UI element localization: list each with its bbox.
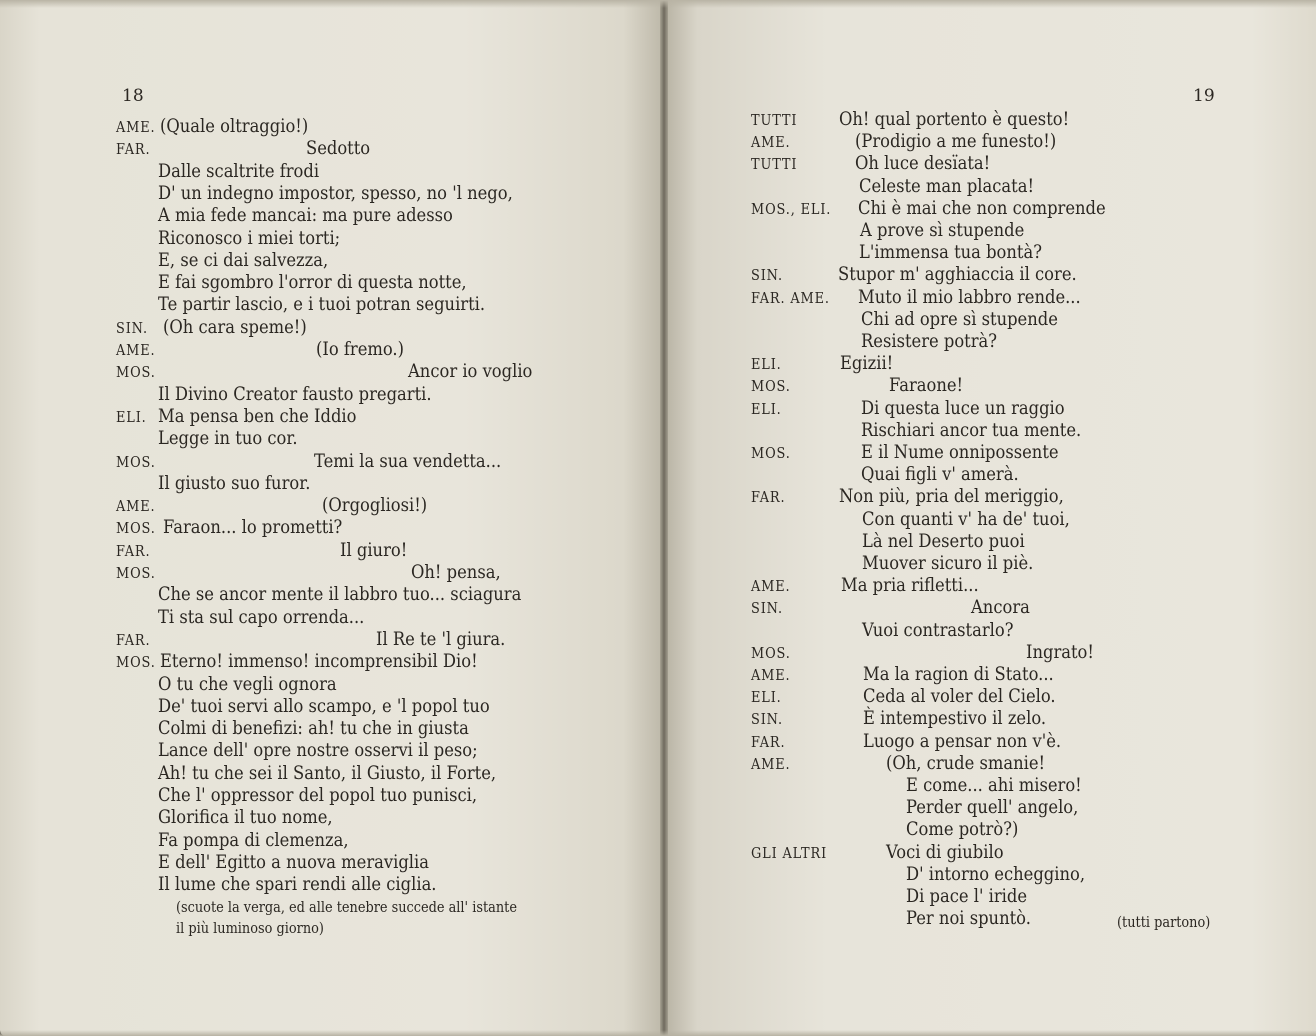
speaker-label: ELI. xyxy=(751,688,782,706)
verse-line: Riconosco i miei torti; xyxy=(158,227,341,249)
speaker-label: MOS. xyxy=(116,519,156,537)
verse-line: Oh! qual portento è questo! xyxy=(839,108,1070,130)
verse-line: Vuoi contrastarlo? xyxy=(862,619,1014,641)
speaker-label: MOS., ELI. xyxy=(751,200,832,218)
verse-line: Ancora xyxy=(971,596,1030,618)
speaker-label: SIN. xyxy=(751,710,783,728)
speaker-label: FAR. xyxy=(751,733,786,751)
verse-line: E fai sgombro l'orror di questa notte, xyxy=(158,271,467,293)
verse-line: Ah! tu che sei il Santo, il Giusto, il Forte, xyxy=(158,762,497,784)
verse-line: L'immensa tua bontà? xyxy=(859,241,1042,263)
verse-line: Lance dell' opre nostre osservi il peso; xyxy=(158,739,478,761)
verse-line: Resistere potrà? xyxy=(861,330,998,352)
speaker-label: MOS. xyxy=(116,564,156,582)
page-bottom-edge xyxy=(0,1030,1316,1036)
page-number-left: 18 xyxy=(122,86,144,106)
verse-line: A prove sì stupende xyxy=(860,219,1025,241)
verse-line: Voci di giubilo xyxy=(886,841,1004,863)
verse-line: Muto il mio labbro rende... xyxy=(858,286,1081,308)
verse-line: Luogo a pensar non v'è. xyxy=(863,730,1062,752)
verse-line: Chi è mai che non comprende xyxy=(858,197,1106,219)
speaker-label: MOS. xyxy=(116,653,156,671)
verse-line: E dell' Egitto a nuova meraviglia xyxy=(158,851,429,873)
verse-line: (Quale oltraggio!) xyxy=(160,115,309,137)
verse-line: Temi la sua vendetta... xyxy=(314,450,502,472)
speaker-label: AME. xyxy=(116,341,156,359)
speaker-label: ELI. xyxy=(751,400,782,418)
speaker-label: AME. xyxy=(751,133,791,151)
verse-line: Fa pompa di clemenza, xyxy=(158,829,349,851)
verse-line: Il giuro! xyxy=(340,539,408,561)
verse-line: Di pace l' iride xyxy=(906,885,1028,907)
verse-line: Sedotto xyxy=(306,137,371,159)
verse-line: (Io fremo.) xyxy=(316,338,405,360)
verse-line: Muover sicuro il piè. xyxy=(862,552,1034,574)
speaker-label: MOS. xyxy=(751,444,791,462)
speaker-label: GLI ALTRI xyxy=(751,844,828,862)
verse-line: Oh! pensa, xyxy=(411,561,501,583)
speaker-label: SIN. xyxy=(751,266,783,284)
right-page xyxy=(665,0,1316,1036)
speaker-label: MOS. xyxy=(116,363,156,381)
verse-line: Stupor m' agghiaccia il core. xyxy=(838,263,1077,285)
verse-line: D' intorno echeggino, xyxy=(906,863,1086,885)
verse-line: (Oh, crude smanie! xyxy=(886,752,1046,774)
verse-line: (Orgogliosi!) xyxy=(322,494,428,516)
speaker-label: FAR. xyxy=(116,631,151,649)
verse-line: Glorifica il tuo nome, xyxy=(158,806,333,828)
verse-line: Ma pria rifletti... xyxy=(841,574,979,596)
speaker-label: MOS. xyxy=(751,644,791,662)
verse-line: Per noi spuntò. xyxy=(906,907,1031,929)
verse-line: Come potrò?) xyxy=(906,818,1019,840)
verse-line: Ti sta sul capo orrenda... xyxy=(158,606,365,628)
verse-line: Ma pensa ben che Iddio xyxy=(158,405,357,427)
verse-line: Quai figli v' amerà. xyxy=(861,463,1019,485)
page-number-right: 19 xyxy=(1193,86,1215,106)
stage-direction: (tutti partono) xyxy=(1117,913,1211,931)
verse-line: Legge in tuo cor. xyxy=(158,427,298,449)
verse-line: A mia fede mancai: ma pure adesso xyxy=(158,204,453,226)
verse-line: È intempestivo il zelo. xyxy=(863,707,1047,729)
speaker-label: SIN. xyxy=(116,319,148,337)
verse-line: Il Re te 'l giura. xyxy=(376,628,506,650)
speaker-label: MOS. xyxy=(751,377,791,395)
verse-line: Chi ad opre sì stupende xyxy=(861,308,1058,330)
speaker-label: FAR. AME. xyxy=(751,289,830,307)
book-gutter xyxy=(660,0,668,1036)
speaker-label: SIN. xyxy=(751,599,783,617)
verse-line: O tu che vegli ognora xyxy=(158,673,337,695)
verse-line: Il lume che spari rendi alle ciglia. xyxy=(158,873,437,895)
verse-line: D' un indegno impostor, spesso, no 'l nego, xyxy=(158,182,513,204)
verse-line: Faraone! xyxy=(889,374,964,396)
verse-line: E, se ci dai salvezza, xyxy=(158,249,329,271)
verse-line: Ancor io voglio xyxy=(408,360,533,382)
speaker-label: FAR. xyxy=(116,542,151,560)
verse-line: Che se ancor mente il labbro tuo... sciagura xyxy=(158,583,522,605)
verse-line: Colmi di benefizi: ah! tu che in giusta xyxy=(158,717,469,739)
verse-line: Ingrato! xyxy=(1026,641,1094,663)
verse-line: Ma la ragion di Stato... xyxy=(863,663,1054,685)
speaker-label: FAR. xyxy=(116,140,151,158)
speaker-label: ELI. xyxy=(751,355,782,373)
speaker-label: MOS. xyxy=(116,453,156,471)
verse-line: Là nel Deserto puoi xyxy=(862,530,1025,552)
speaker-label: AME. xyxy=(751,755,791,773)
verse-line: Il Divino Creator fausto pregarti. xyxy=(158,383,432,405)
stage-direction: (scuote la verga, ed alle tenebre succede all' istante xyxy=(176,898,517,916)
verse-line: Ceda al voler del Cielo. xyxy=(863,685,1056,707)
page-top-edge xyxy=(0,0,1316,8)
verse-line: Non più, pria del meriggio, xyxy=(839,485,1064,507)
verse-line: (Prodigio a me funesto!) xyxy=(855,130,1057,152)
speaker-label: FAR. xyxy=(751,488,786,506)
speaker-label: AME. xyxy=(751,577,791,595)
speaker-label: AME. xyxy=(116,118,156,136)
speaker-label: ELI. xyxy=(116,408,147,426)
speaker-label: TUTTI xyxy=(751,155,798,173)
verse-line: Dalle scaltrite frodi xyxy=(158,160,320,182)
verse-line: Con quanti v' ha de' tuoi, xyxy=(862,508,1070,530)
verse-line: Che l' oppressor del popol tuo punisci, xyxy=(158,784,478,806)
speaker-label: AME. xyxy=(751,666,791,684)
verse-line: Oh luce desïata! xyxy=(855,152,991,174)
speaker-label: AME. xyxy=(116,497,156,515)
verse-line: Perder quell' angelo, xyxy=(906,796,1079,818)
verse-line: Faraon... lo prometti? xyxy=(163,516,343,538)
verse-line: Te partir lascio, e i tuoi potran seguirti. xyxy=(158,293,486,315)
verse-line: De' tuoi servi allo scampo, e 'l popol tuo xyxy=(158,695,490,717)
stage-direction: il più luminoso giorno) xyxy=(176,919,324,937)
speaker-label: TUTTI xyxy=(751,111,798,129)
verse-line: Eterno! immenso! incomprensibil Dio! xyxy=(160,650,478,672)
verse-line: Di questa luce un raggio xyxy=(861,397,1065,419)
verse-line: Celeste man placata! xyxy=(859,175,1035,197)
verse-line: Rischiari ancor tua mente. xyxy=(861,419,1082,441)
verse-line: E il Nume onnipossente xyxy=(861,441,1059,463)
verse-line: Egizii! xyxy=(840,352,894,374)
verse-line: E come... ahi misero! xyxy=(906,774,1082,796)
verse-line: (Oh cara speme!) xyxy=(163,316,307,338)
verse-line: Il giusto suo furor. xyxy=(158,472,311,494)
